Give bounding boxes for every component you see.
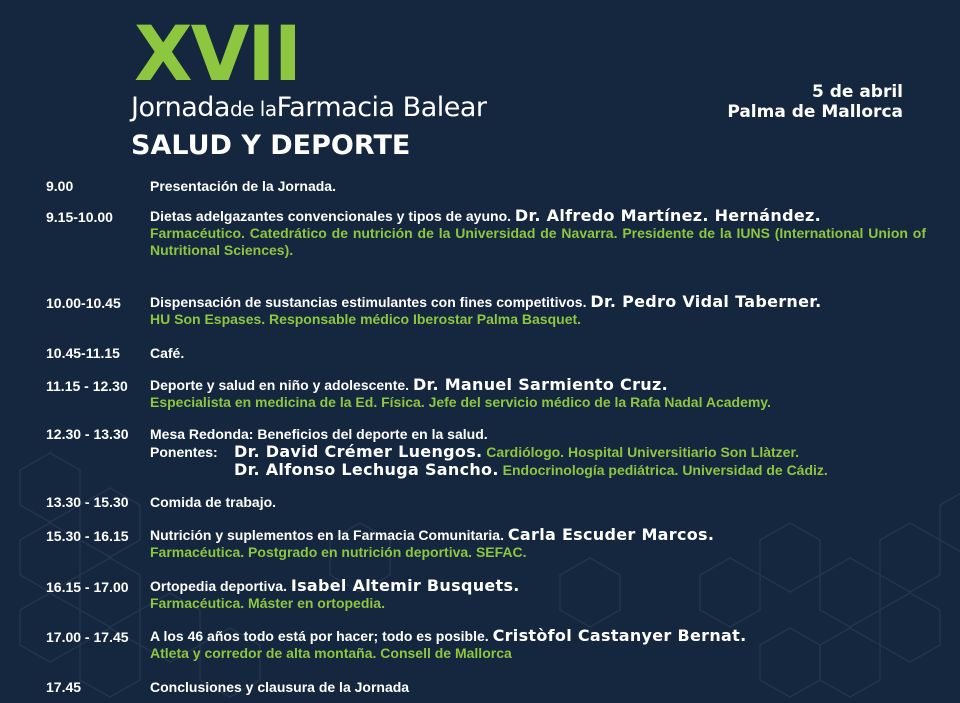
program-time: 13.30 - 15.30 — [46, 494, 129, 510]
program-speaker: Dr. Alfonso Lechuga Sancho. — [234, 460, 499, 479]
program-schedule — [46, 178, 926, 703]
program-desc: Deporte y salud en niño y adolescente. — [150, 377, 410, 393]
program-item — [46, 494, 926, 526]
program-role: Atleta y corredor de alta montaña. Consell de Mallorca — [150, 645, 512, 661]
program-time: 12.30 - 13.30 — [46, 426, 129, 442]
event-subtitle: SALUD Y DEPORTE — [131, 130, 411, 161]
program-desc: Comida de trabajo. — [150, 494, 277, 510]
program-item — [46, 526, 926, 577]
program-time: 9.15-10.00 — [46, 209, 113, 225]
program-desc: Presentación de la Jornada. — [150, 178, 336, 194]
program-speaker: Dr. David Crémer Luengos. — [234, 442, 483, 461]
program-time: 15.30 - 16.15 — [46, 528, 129, 544]
event-date: 5 de abril — [811, 82, 903, 102]
program-time: 17.45 — [46, 679, 82, 695]
program-time: 10.45-11.15 — [46, 345, 120, 361]
program-desc: Dietas adelgazantes convencionales y tipos de ayuno. — [150, 208, 512, 224]
event-title — [131, 92, 487, 125]
program-desc: Nutrición y suplementos en la Farmacia Comunitaria. — [150, 527, 504, 543]
program-time: 16.15 - 17.00 — [46, 579, 129, 595]
program-speaker: Dr. Manuel Sarmiento Cruz. — [412, 375, 668, 394]
program-desc: Ortopedia deportiva. — [150, 578, 287, 594]
edition-number: XVII — [134, 9, 300, 98]
program-item — [46, 178, 926, 207]
title-de-la: de la — [229, 97, 277, 121]
program-role: Especialista en medicina de la Ed. Física. Jefe del servicio médico de la Rafa Nadal Academy. — [150, 394, 771, 410]
program-time: 17.00 - 17.45 — [46, 629, 129, 645]
event-date-place — [727, 82, 903, 122]
event-place: Palma de Mallorca — [727, 102, 903, 122]
program-desc: Dispensación de sustancias estimulantes con fines competitivos. — [150, 294, 587, 310]
program-time: 10.00-10.45 — [46, 295, 121, 311]
program-time: 11.15 - 12.30 — [46, 378, 128, 394]
program-speaker: Carla Escuder Marcos. — [507, 525, 715, 544]
program-desc: A los 46 años todo está por hacer; todo es posible. — [150, 628, 489, 644]
program-item — [46, 679, 926, 703]
title-farmacia-balear: Farmacia Balear — [276, 92, 487, 123]
program-item — [46, 376, 926, 426]
program-role: Farmacéutica. Máster en ortopedia. — [150, 595, 385, 611]
program-role: Endocrinología pediátrica. Universidad de Cádiz. — [502, 462, 828, 478]
program-speaker: Dr. Alfredo Martínez. Hernández. — [514, 206, 821, 225]
program-role: Farmacéutica. Postgrado en nutrición deportiva. SEFAC. — [150, 544, 527, 560]
program-item — [46, 577, 926, 627]
program-item — [46, 627, 926, 679]
header — [0, 0, 960, 175]
program-role: Cardiólogo. Hospital Universitiario Son Llàtzer. — [486, 444, 800, 460]
program-role: Farmacéutico. Catedrático de nutrición de la Universidad de Navarra. Presidente de la IUNS (International Union of Nutritional Sciences). — [150, 225, 926, 258]
program-item — [46, 426, 926, 494]
program-desc: Mesa Redonda: Beneficios del deporte en la salud. — [150, 426, 488, 442]
program-desc: Conclusiones y clausura de la Jornada — [150, 679, 410, 695]
program-speaker: Isabel Altemir Busquets. — [290, 576, 520, 595]
program-item — [46, 345, 926, 376]
program-desc: Café. — [150, 345, 185, 361]
program-speaker: Dr. Pedro Vidal Taberner. — [590, 292, 822, 311]
program-speaker: Cristòfol Castanyer Bernat. — [492, 626, 747, 645]
title-jornada: Jornada — [131, 92, 230, 123]
program-item — [46, 293, 926, 345]
program-time: 9.00 — [46, 178, 74, 194]
ponentes-label: Ponentes: — [150, 444, 218, 460]
program-item — [46, 207, 926, 293]
program-role: HU Son Espases. Responsable médico Iberostar Palma Basquet. — [150, 311, 582, 327]
